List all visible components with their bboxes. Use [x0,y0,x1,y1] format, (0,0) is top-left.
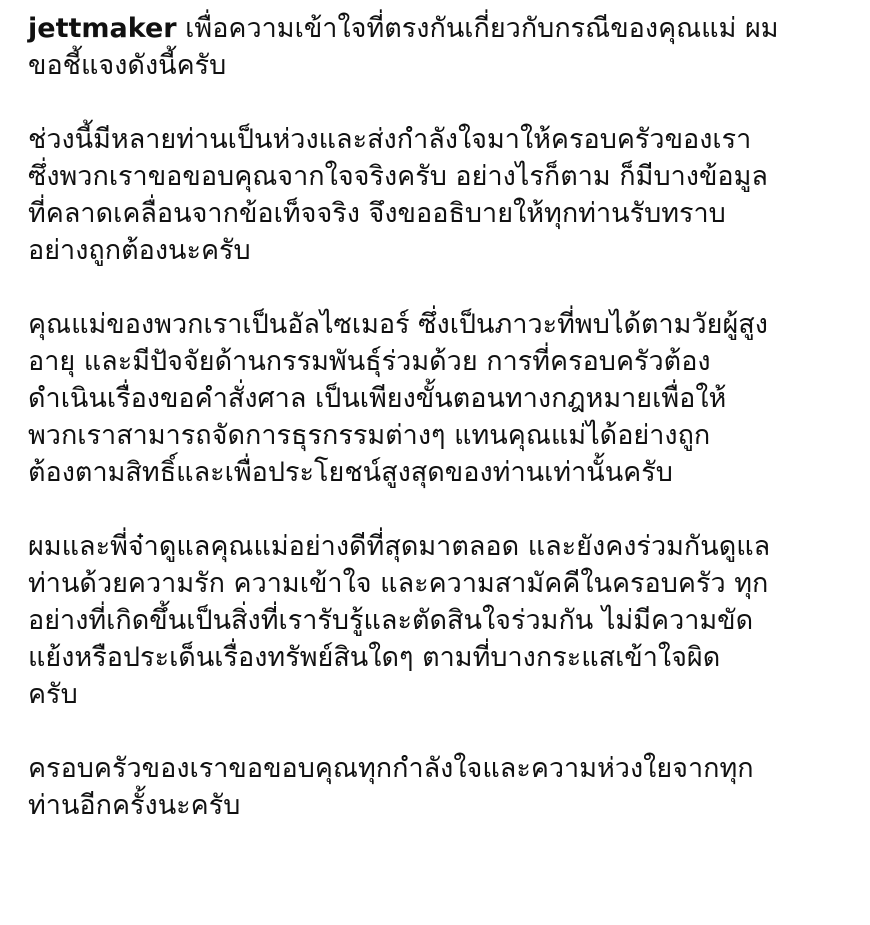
caption-line: ครับ [28,679,78,710]
caption-text: เพื่อความเข้าใจที่ตรงกันเกี่ยวกับกรณีของคุณแม่ ผม [176,13,779,44]
caption-line: ที่คลาดเคลื่อนจากข้อเท็จจริง จึงขออธิบายให้ทุกท่านรับทราบ [28,198,726,229]
caption-paragraph [28,306,860,491]
caption-line: ผมและพี่จ๋าดูแลคุณแม่อย่างดีที่สุดมาตลอด และยังคงร่วมกันดูแล [28,531,771,562]
caption-line: พวกเราสามารถจัดการธุรกรรมต่างๆ แทนคุณแม่ได้อย่างถูก [28,420,711,451]
caption-line: ช่วงนี้มีหลายท่านเป็นห่วงและส่งกำลังใจมาให้ครอบครัวของเรา [28,124,752,155]
caption-paragraph [28,121,860,269]
caption-paragraph [28,750,860,824]
caption-line: ต้องตามสิทธิ์และเพื่อประโยชน์สูงสุดของท่านเท่านั้นครับ [28,457,673,488]
caption-paragraph [28,528,860,713]
caption-line: อายุ และมีปัจจัยด้านกรรมพันธุ์ร่วมด้วย การที่ครอบครัวต้อง [28,346,711,377]
post-caption [28,10,860,861]
caption-line: ท่านอีกครั้งนะครับ [28,790,241,821]
caption-line: ดำเนินเรื่องขอคำสั่งศาล เป็นเพียงขั้นตอนทางกฎหมายเพื่อให้ [28,383,727,414]
caption-line: ซึ่งพวกเราขอขอบคุณจากใจจริงครับ อย่างไรก็ตาม ก็มีบางข้อมูล [28,161,768,192]
caption-line: ขอชี้แจงดังนี้ครับ [28,50,227,81]
caption-line: อย่างที่เกิดขึ้นเป็นสิ่งที่เรารับรู้และตัดสินใจร่วมกัน ไม่มีความขัด [28,605,754,636]
caption-line: คุณแม่ของพวกเราเป็นอัลไซเมอร์ ซึ่งเป็นภาวะที่พบได้ตามวัยผู้สูง [28,309,768,340]
caption-paragraph-intro [28,10,860,84]
caption-line [28,10,860,47]
caption-line: แย้งหรือประเด็นเรื่องทรัพย์สินใดๆ ตามที่บางกระแสเข้าใจผิด [28,642,721,673]
username-link[interactable]: jettmaker [28,13,177,44]
caption-line: ครอบครัวของเราขอขอบคุณทุกกำลังใจและความห่วงใยจากทุก [28,753,754,784]
caption-line: อย่างถูกต้องนะครับ [28,235,251,266]
caption-line: ท่านด้วยความรัก ความเข้าใจ และความสามัคคีในครอบครัว ทุก [28,568,769,599]
